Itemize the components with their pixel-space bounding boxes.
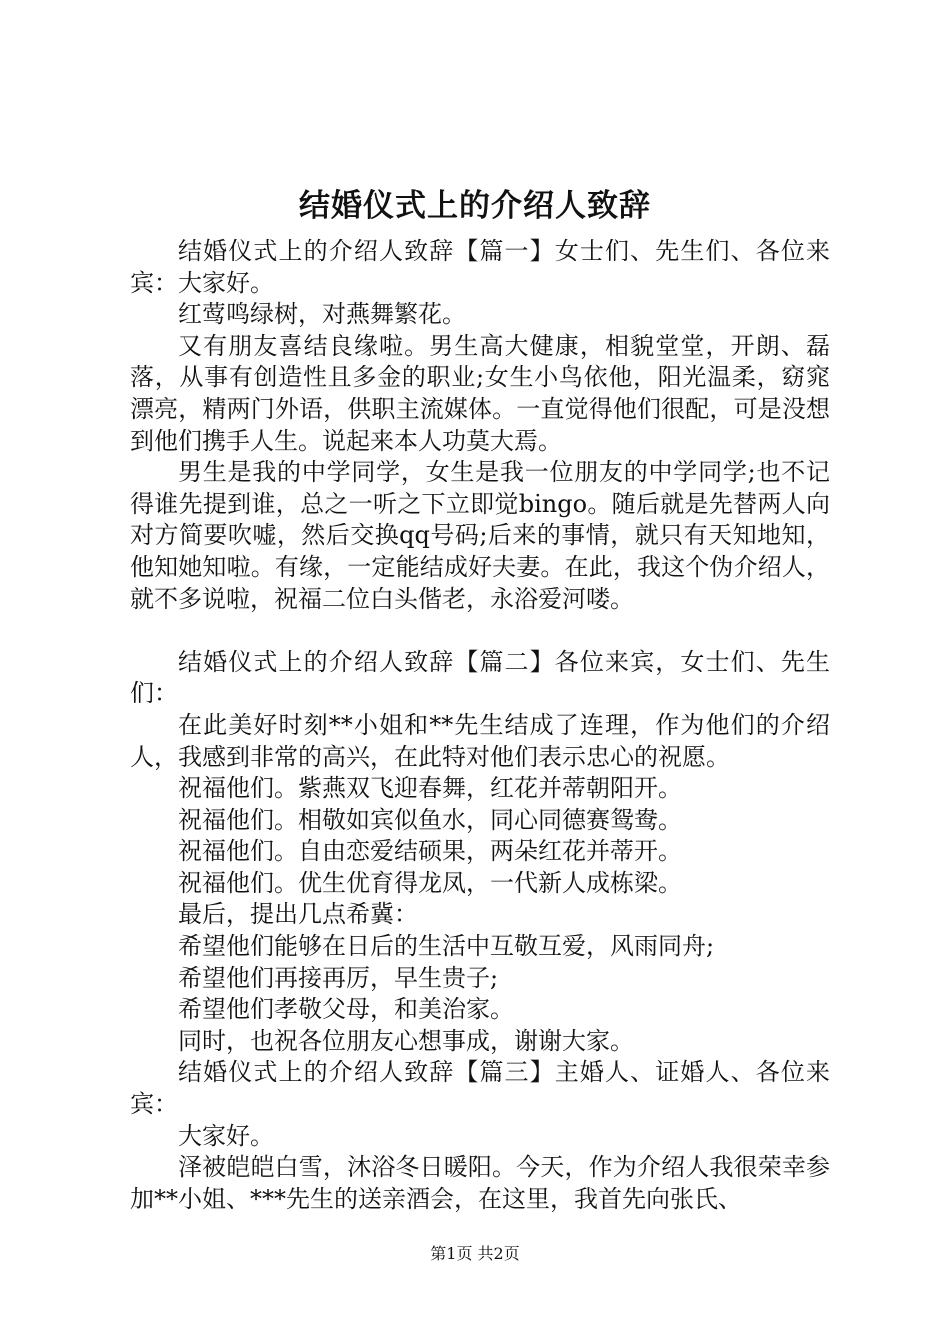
paragraph: 结婚仪式上的介绍人致辞【篇三】主婚人、证婚人、各位来宾： <box>130 1058 830 1119</box>
paragraph: 大家好。 <box>178 1121 274 1150</box>
paragraph: 又有朋友喜结良缘啦。男生高大健康，相貌堂堂，开朗、磊落，从事有创造性且多金的职业;女生小鸟依他，阳光温柔，窈窕漂亮，精两门外语，供职主流媒体。一直觉得他们很配，可是没想到他们携手人生。说起来本人功莫大焉。 <box>130 331 830 455</box>
paragraph: 红莺鸣绿树，对燕舞繁花。 <box>178 300 466 329</box>
paragraph: 同时，也祝各位朋友心想事成，谢谢大家。 <box>178 1026 634 1055</box>
paragraph: 泽被皑皑白雪，沐浴冬日暖阳。今天，作为介绍人我很荣幸参加**小姐、***先生的送亲酒会，在这里，我首先向张氏、 <box>130 1153 830 1213</box>
paragraph: 祝福他们。自由恋爱结硕果，两朵红花并蒂开。 <box>178 837 682 866</box>
paragraph: 在此美好时刻**小姐和**先生结成了连理，作为他们的介绍人，我感到非常的高兴，在此特对他们表示忠心的祝愿。 <box>130 710 830 771</box>
paragraph: 希望他们能够在日后的生活中互敬互爱，风雨同舟; <box>178 932 715 961</box>
paragraph: 最后，提出几点希冀： <box>178 900 418 929</box>
paragraph: 祝福他们。紫燕双飞迎春舞，红花并蒂朝阳开。 <box>178 774 682 803</box>
paragraph: 希望他们再接再厉，早生贵子; <box>178 963 499 992</box>
paragraph: 祝福他们。相敬如宾似鱼水，同心同德赛鸳鸯。 <box>178 805 682 834</box>
page-number-footer: 第1页 共2页 <box>430 1244 520 1263</box>
paragraph: 希望他们孝敬父母，和美治家。 <box>178 995 514 1024</box>
document-body <box>130 236 830 1215</box>
paragraph: 结婚仪式上的介绍人致辞【篇二】各位来宾，女士们、先生们： <box>130 647 830 708</box>
paragraph: 男生是我的中学同学，女生是我一位朋友的中学同学;也不记得谁先提到谁，总之一听之下立即觉bingo。随后就是先替两人向对方简要吹嘘，然后交换qq号码;后来的事情，就只有天知地知，他知她知啦。有缘，一定能结成好夫妻。在此，我这个伪介绍人，就不多说啦，祝福二位白头偕老，永浴爱河喽。 <box>130 458 830 613</box>
paragraph: 祝福他们。优生优育得龙凤，一代新人成栋梁。 <box>178 868 682 897</box>
paragraph-spacer <box>130 615 830 647</box>
document-title: 结婚仪式上的介绍人致辞 <box>299 188 651 224</box>
paragraph: 结婚仪式上的介绍人致辞【篇一】女士们、先生们、各位来宾：大家好。 <box>130 237 830 297</box>
